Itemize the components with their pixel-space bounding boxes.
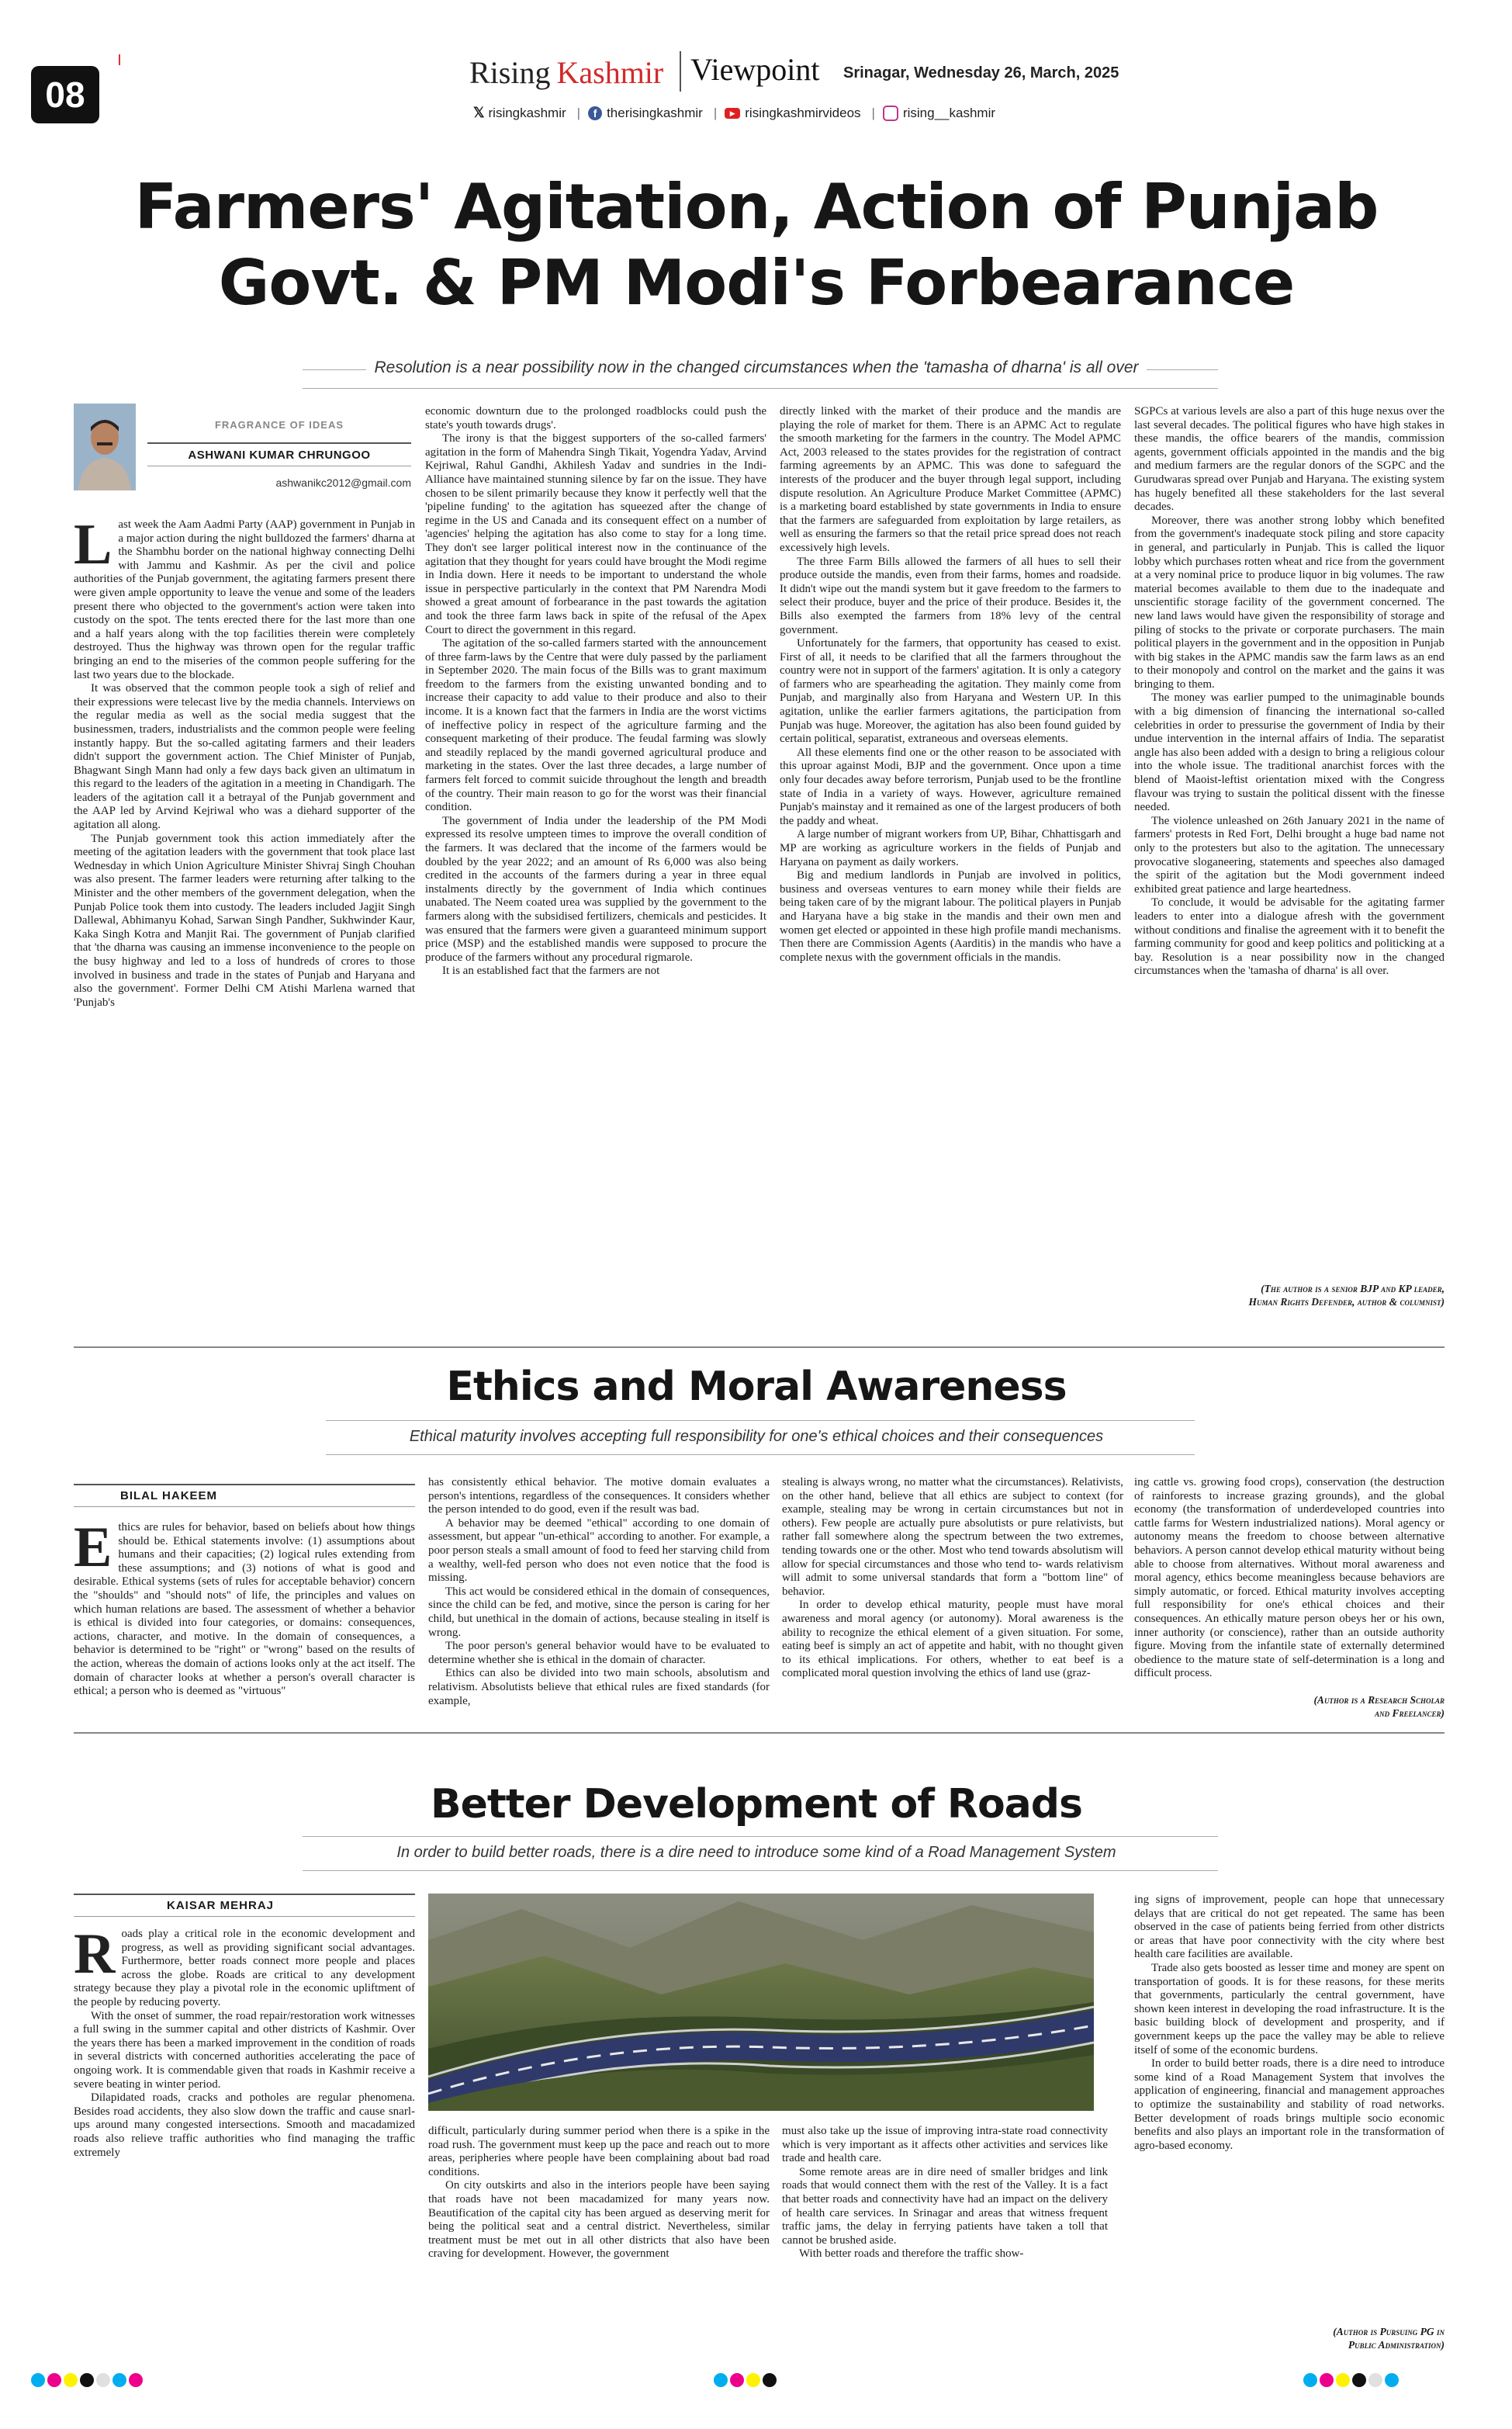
credit-line: (Author is a Research Scholar: [1313, 1694, 1445, 1706]
yellow-swatch: [1336, 2373, 1350, 2387]
author-email[interactable]: ashwanikc2012@gmail.com: [275, 476, 411, 489]
registration-mark: [119, 54, 131, 65]
article1-deck: [78, 359, 1435, 377]
article2-byline: [74, 1484, 415, 1507]
article3-credit: [1134, 2325, 1445, 2351]
paragraph: The money was earlier pumped to the unimaginable bounds with a big dimension of financing the international so-called celebrities in order to pressurise the government of India by their undue intervention in the internal affairs of India. The separatist angle has also been added with a design to bring a religious colour into the whole issue. The traditional anarchist forces with the blend of Maoist-leftist orientation mixed with the Congress flavour was trying to sustain the political dissent with the finesse needed.: [1134, 691, 1445, 814]
paragraph: ing signs of improvement, people can hope that unnecessary delays that are critical do not get repeated. The same has been observed in the case of patients being ferried from other districts or areas that have poor connectivity with the city where best health care facilities are available.: [1134, 1894, 1445, 1961]
paragraph: ast week the Aam Aadmi Party (AAP) government in Punjab in a major action during the night bulldozed the farmers' dharna at the Shambhu border on the national highway connecting Delhi with Jammu and Kashmir. As per the civil and police authorities of the Punjab government, the agitating farmers present there were given ample opportunity to leave the venue and some of the leaders present there who objected to the government's action were taken into custody on the spot. The tents erected there for the last more than one and a half years along with the top facilities therein were completely destroyed. Thus the highway was thrown open for the regular traffic bringing an end to the miseries of the common people suffering for the last two years due to the blockade.: [74, 518, 415, 681]
instagram-icon: [883, 106, 898, 121]
social-handle-youtube[interactable]: risingkashmirvideos: [745, 105, 861, 120]
article3-author: KAISAR MEHRAJ: [167, 1899, 275, 1912]
paragraph: thics are rules for behavior, based on beliefs about how things should be. Ethical statements involve: (1) assumptions about humans and their capacities; (2) logical rules extending from these assumptions; and (3) notions of what is good and desirable. Ethical systems (sets of rules for acceptable behavior) concern the "shoulds" and "should nots" of life, the principles and values on which human relations are based. The assessment of whether a behavior is ethical is divided into four categories, or domains: consequences, actions, character, and motive. In the domain of consequences, a behavior is determined to be "right" or "wrong" based on the results of the action, whereas the domain of actions looks only at the act itself. The domain of character looks at whether a person's overall character is ethical; a person who is deemed as "virtuous": [74, 1521, 415, 1698]
road-photo-svg: [428, 1894, 1094, 2111]
paragraph: The Punjab government took this action immediately after the meeting of the agitation leaders with the government that took place last Wednesday in which Union Agriculture Minister Shivraj Singh Chouhan was also present. The farmer leaders were returning after talking to the Minister and the other members of the government delegation, when the Punjab Police took them into custody. The leaders included Jagjit Singh Dallewal, Abhimanyu Kohad, Sarwan Singh Pandher, Sukhwinder Kaur, Kaka Singh Kotra and Manjit Rai. The government of Punjab clarified that 'the dharna was causing an immense inconvenience to the people on the busy highway and led to a loss of hundreds of crores to those involved in business and trade in the states of Punjab and Haryana and also the government'. Former Delhi CM Atishi Marlena warned that 'Punjab's: [74, 832, 415, 1009]
article1-headline: [78, 169, 1435, 321]
author-photo-svg: [74, 404, 136, 490]
yellow-swatch: [64, 2373, 78, 2387]
paragraph: directly linked with the market of their produce and the mandis are playing the role of market for them. There is an APMC Act to regulate the smooth marketing for the farmers in the country. The Model APMC Act, 2003 released to the states provides for the registration of contract farming agreements by an APMC. This was done to safeguard the interests of the producer and the buyer through legal support, including dispute resolution. An Agriculture Produce Market Committee (APMC) is a marketing board established by state governments in India to ensure that the farmers are safeguarded from exploitation by large retailers, as well as ensuring the farmers so that the retail price spread does not reach excessively high levels.: [780, 405, 1121, 554]
article3-col3: [782, 2125, 1108, 2361]
section-divider: [74, 1346, 1445, 1348]
article1-author: ASHWANI KUMAR CHRUNGOO: [188, 449, 371, 462]
author-photo: [74, 404, 136, 490]
paragraph: must also take up the issue of improving intra-state road connectivity which is very important as it affects other activities and services like trade and health care.: [782, 2125, 1108, 2165]
magenta-swatch: [730, 2373, 744, 2387]
deck-rule-top: [303, 1836, 1218, 1837]
article3-deck: In order to build better roads, there is a dire need to introduce some kind of a Road Management System: [396, 1844, 1116, 1861]
credit-line: (The author is a senior BJP and KP leader,: [1261, 1283, 1445, 1294]
masthead-brand: [469, 54, 663, 93]
credit-line: Public Administration): [1348, 2339, 1445, 2351]
deck-rule-top: [326, 1420, 1195, 1421]
credit-line: Human Rights Defender, author & columnist): [1248, 1296, 1445, 1308]
paragraph: has consistently ethical behavior. The motive domain evaluates a person's intentions, regardless of the consequences. It considers whether the person intended to do good, even if the result was bad.: [428, 1476, 770, 1516]
black-swatch: [80, 2373, 94, 2387]
article3-dropcap: R: [74, 1928, 116, 1986]
paragraph: difficult, particularly during summer period when there is a spike in the road rush. The government must keep up the pace and reach out to more areas, peripheries where people have been complaining about bad road conditions.: [428, 2125, 770, 2178]
yellow-swatch: [746, 2373, 760, 2387]
paragraph: In order to develop ethical maturity, people must have moral awareness and moral agency (or autonomy). Moral awareness is the ability to recognize the ethical element of a given situation. For some, eating beef is simply an act of appetite and habit, with no thought given to its ethical implications. For others, whether to eat beef is a complicated moral question involving the ethics of land use (graz-: [782, 1599, 1123, 1680]
color-registration-bar-center: [714, 2373, 779, 2387]
cyan-swatch: [1303, 2373, 1317, 2387]
paragraph: Big and medium landlords in Punjab are involved in politics, business and overseas ventures to earn money while their fields are being taken care of by the migrant labour. The political players in Punjab and Haryana have a big stake in the mandis and their own men and women get elected or appointed in these high profile mandi mechanisms. Then there are Commission Agents (Aarditis) in the mandis who have a complete nexus with the government officials in the mandis.: [780, 869, 1121, 964]
magenta-swatch: [1320, 2373, 1334, 2387]
cyan-swatch: [31, 2373, 45, 2387]
paragraph: Unfortunately for the farmers, that opportunity has ceased to exist. First of all, it needs to be clarified that all the farmers throughout the country were not in support of the farmers' agitation. It is only a category of farmers who are spearheading the agitation. They mainly come from Punjab, and marginally also from Haryana and Western UP. In this agitation, unlike the earlier farmers agitations, the participation from Punjab was huge. Moreover, the agitation has also been found guided by certain political, separatist, extraneous and overseas elements.: [780, 637, 1121, 746]
magenta-swatch: [129, 2373, 143, 2387]
paragraph: Moreover, there was another strong lobby which benefited from the government's inadequate stock piling and store capacity in general, and particularly in Punjab. This is called the liquor lobby which purchases rotten wheat and rice from the government at a very nominal price to produce liquor in big volumes. The raw material becomes available to them due to the inadequate and unscientific storage facility of the government concerned. The new land laws would have given the responsibility of storage and piling of stocks to the private or corporate purchasers. The main political players in the government and in the opposition in Punjab with big stakes in the APMC mandis saw the farm laws as an end to their monopoly and control on the market and the gains it was bringing to them.: [1134, 514, 1445, 691]
article1-credit: [1134, 1282, 1445, 1308]
article2-col1: [74, 1521, 415, 1724]
paragraph: Dilapidated roads, cracks and potholes are regular phenomena. Besides road accidents, they also slow down the traffic and cause snarl-ups around many congested intersections. Smooth and macadamized roads also relieve traffic authorities who find managing the traffic extremely: [74, 2091, 415, 2159]
article1-deck-text: Resolution is a near possibility now in the changed circumstances when the 'tamasha of dharna' is all over: [366, 359, 1146, 376]
paragraph: The agitation of the so-called farmers started with the announcement of three farm-laws by the Centre that were duly passed by the parliament in September 2020. The main focus of the Bills was to grant maximum freedom to the farmers from the existing unwanted bonding and to increase their capacity to add value to their produce and also to their income. It is a known fact that the farmers in India are the worst victims of ineffective policy in respect of the agriculture farming and the consequent marketing of their produce. The feudal farming was slowly and steadily replaced by the mandi governed agricultural produce and marketing in the states. Over the last three decades, a large number of farmers felt forced to commit suicide throughout the length and breadth of the country. Their main reason to go for the worst was their financial condition.: [425, 637, 766, 814]
grey-swatch: [96, 2373, 110, 2387]
article2-credit: [1134, 1693, 1445, 1720]
paragraph: The violence unleashed on 26th January 2021 in the name of farmers' protests in Red Fort, Delhi brought a huge bad name not only to the protesters but also to the agitation. The unnecessary provocative sloganeering, statements and speeches also damaged the spirit of the agitation but the Modi government indeed exhibited great patience and large heartedness.: [1134, 814, 1445, 896]
paragraph: SGPCs at various levels are also a part of this huge nexus over the last several decades. The political figures who have high stakes in these mandis, the office bearers of the mandis, commission agents, government officials appointed in the mandis and the big and medium farmers are the regular donors of the SGPC and the Gurudwaras spread over Punjab and Haryana. The existing system has hugely benefited all these stakeholders for the last several decades.: [1134, 405, 1445, 514]
section-title: Viewpoint: [690, 52, 820, 87]
article3-byline: [74, 1894, 415, 1917]
article3-col4: [1134, 1894, 1445, 2309]
article3-headline: Better Development of Roads: [431, 1781, 1082, 1828]
youtube-icon: ▶: [725, 108, 740, 119]
page-number: 08: [31, 66, 99, 123]
credit-line: and Freelancer): [1375, 1707, 1445, 1719]
deck-rule-bottom: [303, 1870, 1218, 1871]
paragraph: The irony is that the biggest supporters of the so-called farmers' agitation in the form of Mahendra Singh Tikait, Yogendra Yadav, Arvind Kejriwal, Rahul Gandhi, Akhilesh Yadav and sundries in the Indi-Alliance have maintained stunning silence by far on the issue. They have chosen to be silent primarily because they know it perfectly well that the 'pipeline funding' to the agitation has squeezed after the change of regime in the US and Canada and its consequent effect on a number of 'agencies' helping the agitation has also come to stay for a long time. They don't see larger political interest now in the continuance of the agitation that they thought for years could have brought the Modi regime in India down. Here it needs to be important to understand the whole issue in perspective particularly in the context that PM Narendra Modi showed a great amount of forbearance in the past towards the agitation and took the three farm laws back in spite of the refusal of the Apex Court to direct the government in this regard.: [425, 432, 766, 636]
paragraph: The government of India under the leadership of the PM Modi expressed its resolve umpteen times to improve the overall condition of the farmers. It was declared that the income of the farmers would be doubled by the year 2022; and an amount of Rs 6,000 was also being credited in the accounts of the farmers during a year in three equal instalments directly by the government of India which continues unabated. The Neem coated urea was supplied by the government to the farmers along with the subsidised fertilizers, chemicals and pesticides. It was ensured that the farmers were given a guaranteed minimum support price (MSP) and the established mandis were supposed to procure the produce of the farmers without any procedural rigmarole.: [425, 814, 766, 964]
article1-headline-line2: Govt. & PM Modi's Forbearance: [218, 247, 1295, 319]
article2-col2: [428, 1476, 770, 1724]
masthead-divider: [680, 51, 681, 92]
cyan-swatch: [714, 2373, 728, 2387]
road-photo: [428, 1894, 1094, 2111]
paragraph: In order to build better roads, there is a dire need to introduce some kind of a Road Management System that involves the application of engineering, financial and management approaches to optimize the sustainability and stability of road networks. Better development of roads brings multiple socio economic benefits and also plays an important role in the transformation of agro-based economy.: [1134, 2057, 1445, 2152]
paragraph: Ethics can also be divided into two main schools, absolutism and relativism. Absolutists believe that ethical rules are fixed standards (for example,: [428, 1667, 770, 1707]
paragraph: To conclude, it would be advisable for the agitating farmer leaders to enter into a dialogue afresh with the government without conditions and finalise the agreement with it to benefit the farming community for good and keep politics and politicking at a bay. Resolution is a near possibility now in the changed circumstances when the 'tamasha of dharna' is all over.: [1134, 896, 1445, 978]
dateline: Srinagar, Wednesday 26, March, 2025: [843, 64, 1119, 81]
social-bar: 𝕏 risingkashmir | f therisingkashmir | ▶ risingkashmirvideos | rising__kashmir: [473, 105, 996, 120]
x-icon: 𝕏: [473, 105, 485, 120]
column-label: FRAGRANCE OF IDEAS: [214, 419, 344, 431]
article2-col4: [1134, 1476, 1445, 1686]
paragraph: oads play a critical role in the economic development and progress, as well as providing significant social advantages. Furthermore, better roads connect more people and places across the globe. Roads are critical to any development strategy because they play a pivotal role in the economic upliftment of the people by reducing poverty.: [74, 1928, 415, 2008]
article3-col1: [74, 1928, 415, 2362]
paragraph: This act would be considered ethical in the domain of consequences, since the child can be fed, and motive, since the person is caring for her child, but unethical in the domain of actions, because stealing in itself is wrong.: [428, 1585, 770, 1639]
paragraph: ing cattle vs. growing food crops), conservation (the destruction of rainforests to increase grazing grounds), and the global economy (the transformation of underdeveloped countries into cattle farms for Western industrialized nations). Moral agency or autonomy means the freedom to choose between alternative behaviors. A person cannot develop ethical maturity without being able to choose from alternatives. Without moral awareness and moral agency, ethics become meaningless because behaviors are simply automatic, or forced. Ethical maturity involves accepting full responsibility for one's ethical choices and their consequences. An ethically mature person obeys her or his own, inner authority (or conscience), rather than an outside authority figure. Moving from the infantile state of externally determined obedience to the mature state of self-determination is a long and difficult process.: [1134, 1476, 1445, 1680]
paragraph: economic downturn due to the prolonged roadblocks could push the state's youth towards drugs'.: [425, 405, 766, 431]
paragraph: A behavior may be deemed "ethical" according to one domain of assessment, but appear "un-ethical" according to another. For example, a poor person steals a small amount of food to feed her starving child from a wealthy, well-fed person who does not even notice that the food is missing.: [428, 1516, 770, 1585]
color-registration-bar-left: [31, 2373, 145, 2387]
cyan-swatch: [112, 2373, 126, 2387]
paragraph: stealing is always wrong, no matter what the circumstances). Relativists, on the other hand, believe that all ethics are subject to context (for example, stealing may be wrong in certain circumstances but not in others). Few people are actually pure absolutists or pure relativists, but rather fall somewhere along the spectrum between the two extremes, tending towards one or the other. Most who tend towards absolutism will allow for special circumstances and those who tend to- wards relativism will admit to some universal standards that form a "bottom line" of behavior.: [782, 1476, 1123, 1598]
social-handle-instagram[interactable]: rising__kashmir: [902, 105, 996, 120]
paragraph: It is an established fact that the farmers are not: [442, 965, 660, 978]
deck-rule-bottom: [326, 1454, 1195, 1455]
article1-col2: [425, 405, 766, 1336]
paragraph: The poor person's general behavior would have to be evaluated to determine whether she is ethical in the domain of character.: [428, 1640, 770, 1666]
grey-swatch: [1368, 2373, 1382, 2387]
article1-dropcap: L: [74, 518, 112, 577]
article1-col4: [1134, 405, 1445, 1274]
black-swatch: [763, 2373, 777, 2387]
article2-author: BILAL HAKEEM: [120, 1489, 218, 1502]
credit-line: (Author is Pursuing PG in: [1333, 2326, 1445, 2337]
article1-headline-line1: Farmers' Agitation, Action of Punjab: [134, 171, 1379, 243]
paragraph: Trade also gets boosted as lesser time and money are spent on transportation of goods. It is for these reasons, for these merits that governments, particularly the central government, have shown keen interest in developing the road infrastructure. It is the basic building block of development and prosperity, and if government keeps up the pace the valley may be able to relieve itself of some of the economic burdens.: [1134, 1961, 1445, 2057]
paragraph: It was observed that the common people took a sigh of relief and their expressions were telecast live by the media channels. Interviews on the regular media as well as the social media suggest that the businessmen, traders, industrialists and the common people were feeling instantly happy. But the so-called agitating farmers and their leaders didn't support the government action. The Chief Minister of Punjab, Bhagwant Singh Mann had only a few days back given an ultimatum in this regard to the leaders of the agitation in a meeting in Chandigarh. The leaders of the agitation call it a betrayal of the Punjab government and the AAP led by Arvind Kejriwal who was a diehard supporter of the agitation all along.: [74, 682, 415, 832]
article2-col3: [782, 1476, 1123, 1724]
paragraph: On city outskirts and also in the interiors people have been saying that roads have not been macadamized for many years now. Beautification of the capital city has been argued as deserving merit for being the political seat and a central district. Nevertheless, similar treatment must be met out in all other districts that also have been craving for development. However, the government: [428, 2179, 770, 2261]
deck-rule-bottom: [303, 388, 1218, 389]
social-handle-x[interactable]: risingkashmir: [488, 105, 566, 120]
paragraph: With better roads and therefore the traffic show-: [799, 2247, 1024, 2261]
color-registration-bar-right: [1303, 2373, 1401, 2387]
author-rule: [147, 442, 411, 444]
paragraph: Some remote areas are in dire need of smaller bridges and link roads that would connect them with the rest of the Valley. It is a fact that better roads and connectivity have had an impact on the delivery of health care services. In Srinagar and areas that witness frequent traffic jams, the delay in ferrying patients have taken a toll that cannot be brushed aside.: [782, 2165, 1108, 2247]
paragraph: The three Farm Bills allowed the farmers of all hues to sell their produce outside the mandis, even from their farms, homes and roadside. It didn't wipe out the mandi system but it gave freedom to the farmers to select their produce, buyer and the price of their produce. Besides it, the Bills also exempted the farmers from 18% levy of the central government.: [780, 555, 1121, 636]
facebook-icon: f: [588, 106, 602, 120]
paragraph: A large number of migrant workers from UP, Bihar, Chhattisgarh and MP are working as agriculture workers in the fields of Punjab and Haryana on payment as daily workers.: [780, 828, 1121, 868]
brand-kashmir: Kashmir: [556, 55, 664, 90]
article2-deck: Ethical maturity involves accepting full responsibility for one's ethical choices and their consequences: [409, 1428, 1104, 1445]
magenta-swatch: [47, 2373, 61, 2387]
cyan-swatch: [1385, 2373, 1399, 2387]
paragraph: With the onset of summer, the road repair/restoration work witnesses a full swing in the summer capital and other districts of Kashmir. Over the years there has been a marked improvement in the condition of roads in several districts with concerned authorities accelerating the pace of ongoing work. It is commendable given that roads in Kashmir receive a severe beating in winter period.: [74, 2009, 415, 2091]
article2-dropcap: E: [74, 1521, 112, 1579]
article3-col2: [428, 2125, 770, 2361]
social-handle-facebook[interactable]: therisingkashmir: [607, 105, 703, 120]
black-swatch: [1352, 2373, 1366, 2387]
article1-col1: [74, 518, 415, 1337]
paragraph: All these elements find one or the other reason to be associated with this uproar against Modi, BJP and the government. Once upon a time only four decades away before terrorism, Punjab used to be the frontline state of India in a variety of ways. However, agriculture remained Punjab's mainstay and it remained as one of the largest producers of both the paddy and wheat.: [780, 746, 1121, 827]
article1-col3: [780, 405, 1121, 1336]
article2-headline: Ethics and Moral Awareness: [446, 1363, 1067, 1410]
brand-rising: Rising: [469, 55, 551, 90]
section-divider: [74, 1732, 1445, 1734]
